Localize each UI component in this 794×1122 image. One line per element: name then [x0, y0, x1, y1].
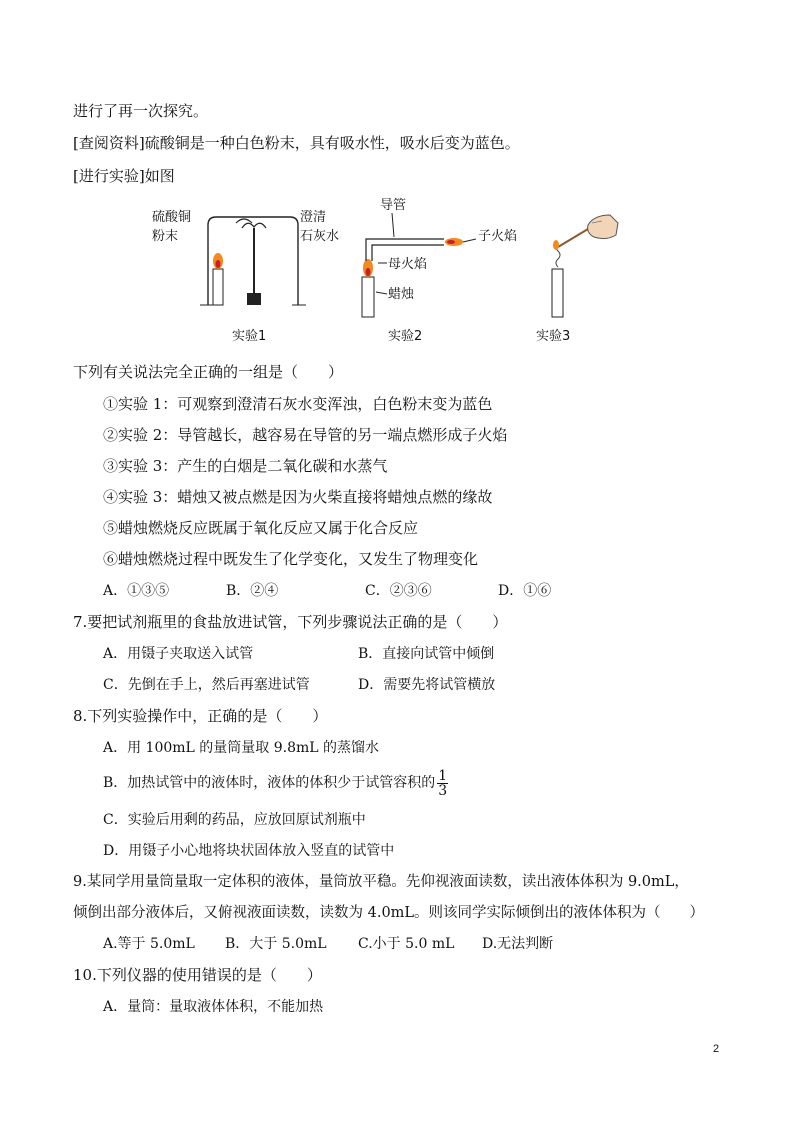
experiment-3-drawing — [552, 215, 618, 317]
q10-stem: 10.下列仪器的使用错误的是（ ） — [73, 966, 322, 984]
q7-option-d: D．需要先将试管横放 — [358, 677, 496, 693]
label-copper-sulfate-1: 硫酸铜 — [152, 210, 192, 225]
q8-option-c: C．实验后用剩的药品，应放回原试剂瓶中 — [103, 812, 366, 828]
q8-stem: 8.下列实验操作中，正确的是（ ） — [73, 707, 328, 725]
q8-option-b-text: B．加热试管中的液体时，液体的体积少于试管容积的 — [103, 775, 436, 791]
q7-stem: 7.要把试剂瓶里的食盐放进试管，下列步骤说法正确的是（ ） — [73, 613, 508, 631]
label-limewater-2: 石灰水 — [300, 229, 340, 244]
label-candle: 蜡烛 — [388, 287, 415, 302]
experiment-figure — [140, 195, 620, 355]
q8-option-a: A．用 100mL 的量筒量取 9.8mL 的蒸馏水 — [103, 740, 380, 756]
q9-option-a: A.等于 5.0mL — [103, 936, 195, 952]
label-limewater-1: 澄清 — [300, 210, 327, 225]
caption-experiment-3: 实验3 — [536, 329, 571, 344]
q8-option-b — [103, 766, 448, 800]
experiment-1-drawing — [200, 217, 306, 305]
intro-line-1: 进行了再一次探究。 — [73, 102, 209, 120]
q6-statement-4: ④实验 3：蜡烛又被点燃是因为火柴直接将蜡烛点燃的缘故 — [103, 488, 493, 506]
fraction-numerator: 1 — [438, 767, 448, 784]
intro-line-2: [查阅资料]硫酸铜是一种白色粉末，具有吸水性，吸水后变为蓝色。 — [73, 134, 520, 152]
q6-statement-2: ②实验 2：导管越长，越容易在导管的另一端点燃形成子火焰 — [103, 426, 508, 444]
q6-option-c: C．②③⑥ — [365, 583, 432, 599]
q8-option-d: D．用镊子小心地将块状固体放入竖直的试管中 — [103, 843, 395, 859]
caption-experiment-2: 实验2 — [388, 329, 423, 344]
q6-option-a: A．①③⑤ — [103, 583, 170, 599]
q9-option-b: B．大于 5.0mL — [225, 936, 327, 952]
q7-option-b: B．直接向试管中倾倒 — [358, 646, 495, 662]
q6-stem: 下列有关说法完全正确的一组是（ ） — [73, 363, 344, 381]
label-mother-flame: 母火焰 — [388, 257, 428, 272]
q9-option-c: C.小于 5.0 mL — [358, 936, 455, 952]
q9-stem-line-2: 倾倒出部分液体后，又俯视液面读数，读数为 4.0mL。则该同学实际倾倒出的液体体积为（ ） — [73, 905, 705, 921]
q6-option-b: B．②④ — [226, 583, 279, 599]
q7-option-c: C．先倒在手上，然后再塞进试管 — [103, 677, 310, 693]
q6-statement-5: ⑤蜡烛燃烧反应既属于氧化反应又属于化合反应 — [103, 519, 419, 537]
label-copper-sulfate-2: 粉末 — [152, 229, 179, 244]
intro-line-3: [进行实验]如图 — [73, 167, 175, 185]
q6-option-d: D．①⑥ — [498, 583, 552, 599]
caption-experiment-1: 实验1 — [232, 329, 267, 344]
label-child-flame: 子火焰 — [478, 229, 518, 244]
label-tube: 导管 — [380, 198, 407, 213]
q7-option-a: A．用镊子夹取送入试管 — [103, 646, 254, 662]
fraction-denominator: 3 — [438, 782, 448, 799]
q9-stem-line-1: 9.某同学用量筒量取一定体积的液体，量筒放平稳。先仰视液面读数，读出液体体积为 9.0mL， — [73, 874, 689, 890]
one-third-fraction — [437, 769, 448, 798]
q6-statement-1: ①实验 1：可观察到澄清石灰水变浑浊，白色粉末变为蓝色 — [103, 395, 493, 413]
page-number: 2 — [713, 1043, 720, 1055]
q6-statement-3: ③实验 3：产生的白烟是二氧化碳和水蒸气 — [103, 457, 388, 475]
q10-option-a: A．量筒：量取液体体积，不能加热 — [103, 999, 324, 1015]
q9-option-d: D.无法判断 — [482, 936, 554, 952]
q6-statement-6: ⑥蜡烛燃烧过程中既发生了化学变化，又发生了物理变化 — [103, 550, 479, 568]
